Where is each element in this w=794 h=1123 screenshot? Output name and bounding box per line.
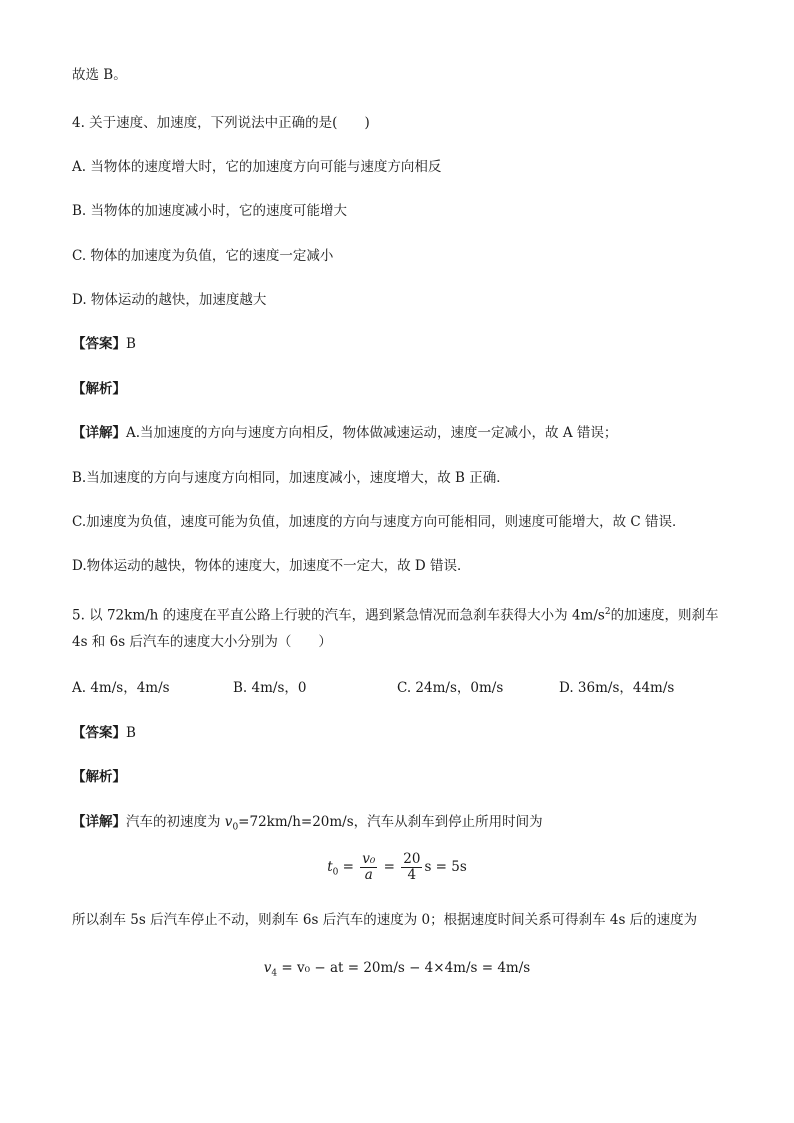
question-4-option-d: D. 物体运动的越快，加速度越大 [72, 292, 267, 308]
question-5-option-c: C. 24m/s，0m/s [397, 680, 504, 696]
question-4-answer [72, 335, 136, 353]
question-4-analysis-tag: 【解析】 [72, 381, 126, 397]
eq1-den-2: 4 [407, 867, 417, 883]
eq1-equals: = [338, 859, 359, 875]
detail-tag: 【详解】 [72, 814, 126, 830]
equation-stop-time [0, 852, 794, 883]
question-5-option-d: D. 36m/s，44m/s [559, 680, 675, 696]
detail-text-1: 汽车的初速度为 [126, 814, 225, 830]
answer-tag: 【答案】 [72, 336, 126, 352]
answer-value: B [126, 336, 136, 352]
question-4-option-c: C. 物体的加速度为负值，它的速度一定减小 [72, 248, 334, 264]
eq1-equals-2: = [379, 859, 400, 875]
eq1-t-sub: 0 [332, 867, 339, 878]
question-4-detail-b: B.当加速度的方向与速度方向相同，加速度减小，速度增大，故 B 正确． [72, 470, 510, 486]
conclusion-line: 故选 B。 [72, 67, 127, 83]
detail-a-text: A.当加速度的方向与速度方向相反，物体做减速运动，速度一定减小，故 A 错误； [126, 425, 618, 441]
eq1-num-2: 20 [403, 851, 421, 867]
question-4-option-a: A. 当物体的速度增大时，它的加速度方向可能与速度方向相反 [72, 159, 442, 175]
equation-velocity-4s [0, 958, 794, 984]
eq2-v-sub: 4 [271, 968, 278, 979]
eq1-t: t [327, 859, 333, 875]
velocity-symbol: v [224, 814, 233, 830]
q5-exponent: 2 [604, 607, 611, 617]
question-5-answer [72, 724, 136, 742]
question-4-option-b: B. 当物体的加速度减小时，它的速度可能增大 [72, 203, 348, 219]
question-5-option-a: A. 4m/s，4m/s [72, 680, 170, 696]
q5-stem-part-2: 的加速度，则刹车 [610, 607, 719, 624]
question-5-option-b: B. 4m/s，0 [233, 680, 307, 696]
eq1-fraction-2 [401, 852, 422, 883]
eq1-tail: s = 5s [424, 859, 467, 875]
q5-stem-part-1: 5. 以 72km/h 的速度在平直公路上行驶的汽车，遇到紧急情况而急刹车获得大小为 4m/s [72, 607, 605, 624]
eq1-den-1: a [364, 867, 373, 883]
conclusion-line-q5: 所以刹车 5s 后汽车停止不动，则刹车 6s 后汽车的速度为 0；根据速度时间关系可得刹车 4s 后的速度为 [72, 912, 698, 928]
eq2-rest: = v₀ − at = 20m/s − 4×4m/s = 4m/s [277, 960, 531, 976]
question-5-stem-line-1 [72, 603, 719, 625]
question-4-detail-d: D.物体运动的越快，物体的速度大，加速度不一定大，故 D 错误． [72, 558, 471, 574]
question-4-detail-c: C.加速度为负值，速度可能为负值，加速度的方向与速度方向可能相同，则速度可能增大，故 C 错误． [72, 514, 686, 530]
answer-tag: 【答案】 [72, 725, 126, 741]
velocity-subscript: 0 [232, 822, 239, 833]
question-4-stem: 4. 关于速度、加速度，下列说法中正确的是( ) [72, 115, 370, 131]
answer-value: B [126, 725, 136, 741]
question-5-detail-line [72, 813, 543, 837]
eq2-v: v [263, 960, 272, 976]
eq1-fraction-1 [360, 852, 377, 883]
detail-tag: 【详解】 [72, 425, 126, 441]
question-5-analysis-tag: 【解析】 [72, 769, 126, 785]
question-5-stem-line-2: 4s 和 6s 后汽车的速度大小分别为（ ） [72, 634, 332, 650]
question-4-detail-a [72, 424, 617, 442]
detail-text-2: =72km/h=20m/s，汽车从刹车到停止所用时间为 [238, 814, 543, 830]
eq1-num-1: v₀ [362, 851, 376, 867]
